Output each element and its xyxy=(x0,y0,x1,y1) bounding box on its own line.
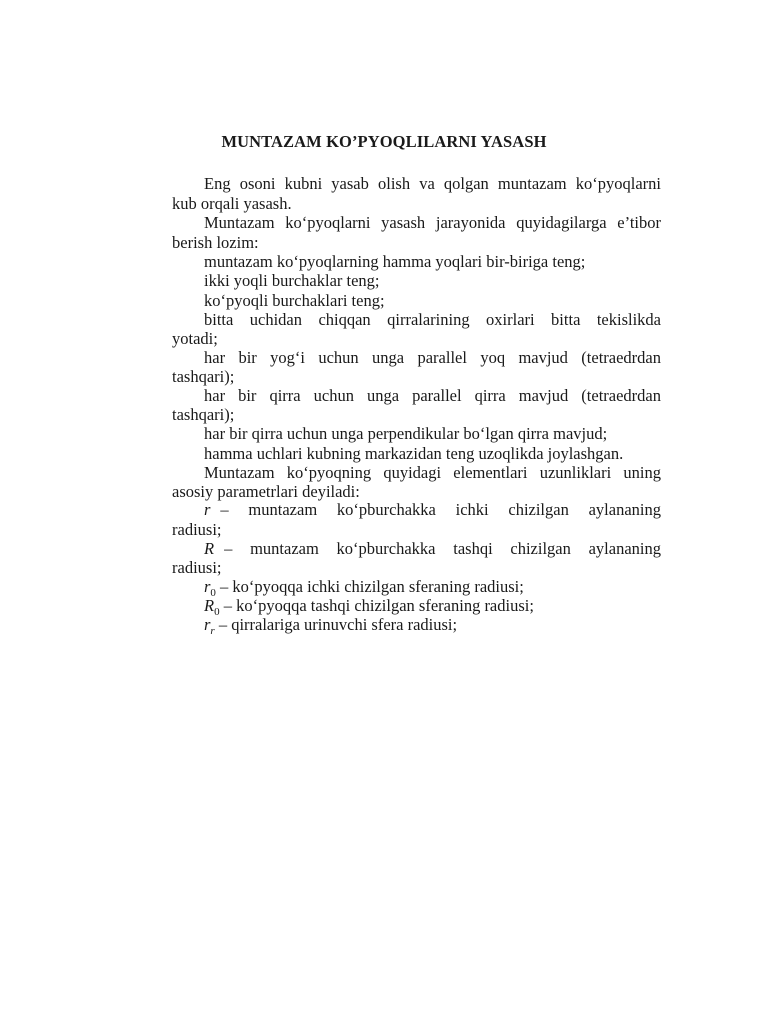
symbol-rr-subscript: r xyxy=(210,625,215,637)
text-line: kub orqali yasash. xyxy=(172,194,292,213)
text-line: har bir qirra uchun unga parallel qirra mavjud (tetraedrdan xyxy=(204,386,661,405)
param-R-line xyxy=(204,539,661,559)
symbol-r0-subscript: 0 xyxy=(210,587,216,599)
text-line: berish lozim: xyxy=(172,233,259,252)
text-line: – muntazam ko‘pburchakka tashqi chizilgan aylananing xyxy=(224,539,661,558)
text-line: Muntazam ko‘pyoqning quyidagi elementlari uzunliklari uning xyxy=(204,463,661,482)
text-line: yotadi; xyxy=(172,329,218,348)
page-title: MUNTAZAM KO’PYOQLILARNI YASASH xyxy=(221,132,547,151)
text-line: – qirralariga urinuvchi sfera radiusi; xyxy=(218,615,458,634)
text-line: ikki yoqli burchaklar teng; xyxy=(204,271,380,290)
symbol-R0-subscript: 0 xyxy=(214,606,220,618)
symbol-r: r xyxy=(204,500,211,519)
symbol-R: R xyxy=(204,539,215,558)
text-line: hamma uchlari kubning markazidan teng uzoqlikda joylashgan. xyxy=(204,444,624,463)
symbol-R0: R xyxy=(204,596,215,615)
text-line: asosiy parametrlari deyiladi: xyxy=(172,482,360,501)
text-line: Eng osoni kubni yasab olish va qolgan muntazam ko‘pyoqlarni xyxy=(204,174,661,193)
symbol-rr: r xyxy=(204,615,211,634)
param-r-line xyxy=(204,500,661,520)
symbol-r0: r xyxy=(204,577,211,596)
text-line: har bir qirra uchun unga perpendikular bo‘lgan qirra mavjud; xyxy=(204,424,608,443)
text-line: radiusi; xyxy=(172,558,222,577)
text-line: tashqari); xyxy=(172,405,235,424)
text-line: Muntazam ko‘pyoqlarni yasash jarayonida quyidagilarga e’tibor xyxy=(204,213,661,232)
text-line: muntazam ko‘pyoqlarning hamma yoqlari bir-biriga teng; xyxy=(204,252,586,271)
text-line: – ko‘pyoqqa tashqi chizilgan sferaning radiusi; xyxy=(223,596,534,615)
param-rr-line xyxy=(204,615,457,641)
text-line: – muntazam ko‘pburchakka ichki chizilgan aylananing xyxy=(220,500,661,519)
text-line: ko‘pyoqli burchaklari teng; xyxy=(204,291,385,310)
text-line: – ko‘pyoqqa ichki chizilgan sferaning radiusi; xyxy=(220,577,524,596)
text-line: bitta uchidan chiqqan qirralarining oxirlari bitta tekislikda xyxy=(204,310,661,329)
text-line: har bir yog‘i uchun unga parallel yoq mavjud (tetraedrdan xyxy=(204,348,661,367)
text-line: tashqari); xyxy=(172,367,235,386)
text-line: radiusi; xyxy=(172,520,222,539)
